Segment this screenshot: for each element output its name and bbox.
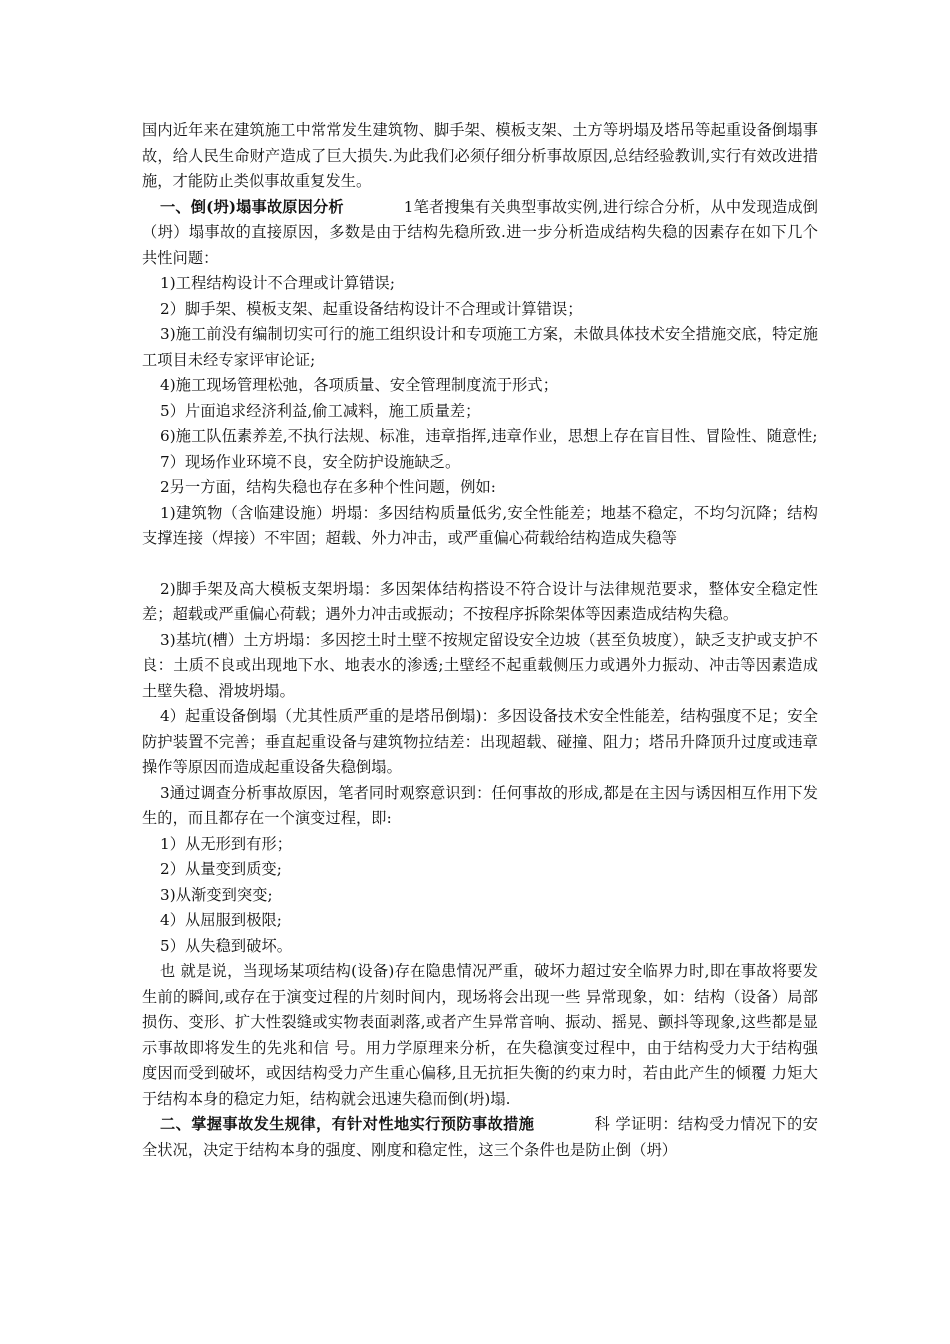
process-step-3: 3)从渐变到突变; (160, 885, 273, 904)
section1-lead: 1笔者搜集有关典型事故实例,进行综合分析，从中发现造成倒（坍）塌事故的直接原因，多数是由于结构先稳所致.进一步分析造成结构失稳的因素存在如下几个共性问题： (142, 197, 819, 267)
common-cause-4: 4)施工现场管理松弛，各项质量、安全管理制度流于形式； (160, 376, 558, 394)
individual-cause-1: 1)建筑物（含临建设施）坍塌：多因结构质量低劣,安全性能差；地基不稳定，不均匀沉降；结构支撑连接（焊接）不牢固；超载、外力冲击，或严重偏心荷载给结构造成失稳等 (142, 503, 818, 547)
section1-heading: 一、倒(坍)塌事故原因分析 (160, 197, 344, 216)
individual-cause-4: 4）起重设备倒塌（尤其性质严重的是塔吊倒塌)：多因设备技术安全性能差，结构强度不足；安全防护装置不完善；垂直起重设备与建筑物拉结差：出现超载、碰撞、阻力；塔吊升降顶升过度或违章操作等原因而造成起重设备失稳倒塌。 (142, 707, 818, 776)
process-step-5: 5）从失稳到破坏。 (160, 936, 293, 955)
individual-lead: 2另一方面，结构失稳也存在多种个性问题，例如: (160, 478, 497, 496)
process-conclusion: 也 就是说，当现场某项结构(设备)存在隐患情况严重，破坏力超过安全临界力时,即在事故将要发生前的瞬间,或存在于演变过程的片刻时间内，现场将会出现一些 异常现象，如：结构（设备）局部损伤、变形、扩大性裂缝或实物表面剥落,或者产生异常音响、振动、摇晃、颤抖等现象,这些都是显示事故即将发生的先兆和信 号。用力学原理来分析，在失稳演变过程中，由于结构受力大于结构强度因而受到破坏，或因结构受力产生重心偏移,且无抗拒失衡的约束力时，若由此产生的倾覆 力矩大于结构本身的稳定力矩，结构就会迅速失稳而倒(坍)塌. (142, 962, 818, 1108)
section1-paragraph (142, 195, 818, 272)
process-step-4: 4）从屈服到极限; (160, 911, 282, 929)
process-lead: 3通过调查分析事故原因，笔者同时观察意识到：任何事故的形成,都是在主因与诱因相互作用下发生的，而且都存在一个演变过程，即: (142, 783, 818, 827)
document-page (142, 118, 818, 1163)
common-cause-5: 5）片面追求经济利益,偷工减料，施工质量差； (160, 401, 481, 420)
individual-cause-2: 2)脚手架及高大模板支架坍塌：多因架体结构搭设不符合设计与法律规范要求，整体安全稳定性差；超载或严重偏心荷载；遇外力冲击或振动；不按程序拆除架体等因素造成结构失稳。 (142, 579, 818, 623)
common-cause-7: 7）现场作业环境不良，安全防护设施缺乏。 (160, 452, 461, 471)
intro-paragraph: 国内近年来在建筑施工中常常发生建筑物、脚手架、模板支架、土方等坍塌及塔吊等起重设备倒塌事故，给人民生命财产造成了巨大损失.为此我们必须仔细分析事故原因,总结经验教训,实行有效改进措施，才能防止类似事故重复发生。 (142, 121, 818, 190)
process-step-1: 1）从无形到有形； (160, 834, 293, 853)
section2-lead: 科 学证明：结构受力情况下的安全状况，决定于结构本身的强度、刚度和稳定性，这三个条件也是防止倒（坍） (142, 1115, 818, 1159)
section2-heading: 二、掌握事故发生规律，有针对性地实行预防事故措施 (160, 1115, 535, 1133)
process-step-2: 2）从量变到质变; (160, 860, 282, 878)
common-cause-6: 6)施工队伍素养差,不执行法规、标准，违章指挥,违章作业，思想上存在盲目性、冒险性、随意性; (160, 427, 818, 445)
common-cause-1: 1)工程结构设计不合理或计算错误; (160, 274, 396, 292)
common-cause-2: 2）脚手架、模板支架、起重设备结构设计不合理或计算错误； (160, 299, 583, 318)
common-cause-3: 3)施工前没有编制切实可行的施工组织设计和专项施工方案，未做具体技术安全措施交底，特定施工项目未经专家评审论证; (142, 325, 818, 369)
individual-cause-3: 3)基坑(槽）土方坍塌：多因挖土时土壁不按规定留设安全边坡（甚至负坡度），缺乏支护或支护不良：土质不良或出现地下水、地表水的渗透;土壁经不起重载侧压力或遇外力振动、冲击等因素造成土壁失稳、滑坡坍塌。 (142, 630, 818, 700)
section2-paragraph (142, 1112, 818, 1163)
